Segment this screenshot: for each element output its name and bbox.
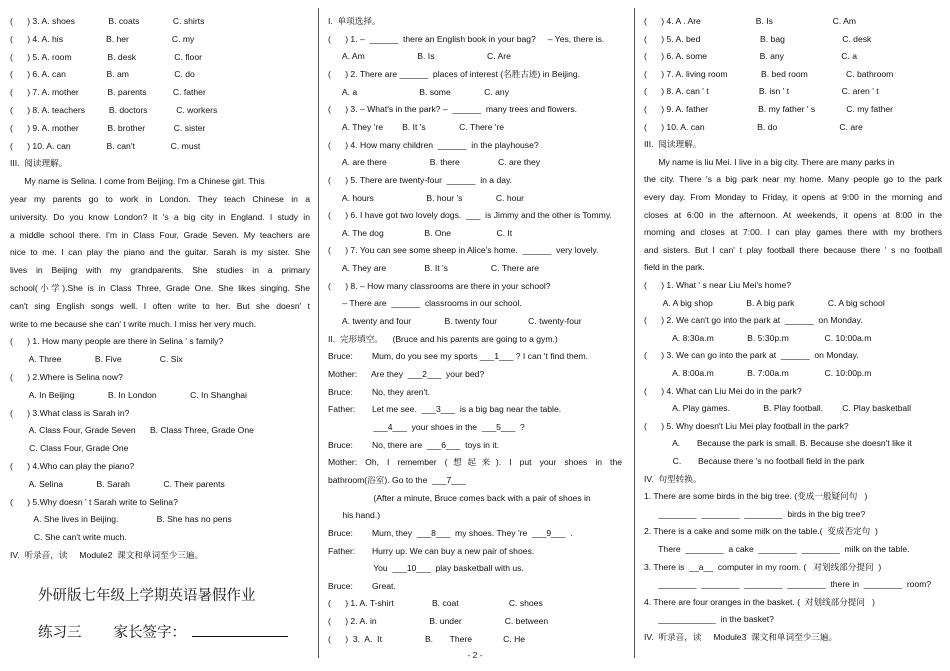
col1-line: ( ) 1. How many people are there in Selina ' s family? <box>10 336 224 347</box>
col2-line: Bruce: No, there are ___6___ toys in it. <box>328 439 500 450</box>
col3-line: ( ) 1. What ' s near Liu Mei's home? <box>644 280 792 290</box>
col3-line: IV. 句型转换。 <box>644 473 702 484</box>
col2-line: ( ) 1. A. T-shirt B. coat C. shoes <box>328 598 543 609</box>
col2-line: ___4___ your shoes in the ___5___ ? <box>328 421 525 432</box>
col3-line: ( ) 2. We can't go into the park at ______ on Monday. <box>644 315 863 326</box>
col2-line: You ___10___ play basketball with us. <box>328 563 524 574</box>
column-divider <box>318 8 319 658</box>
col3-line: A. 8:30a.m B. 5:30p.m C. 10:00a.m <box>644 332 872 343</box>
left-column <box>10 0 310 660</box>
col3-line: ________ ________ ________ birds in the big tree? <box>644 508 866 519</box>
col2-line: ( ) 2. There are ______ places of interest (名胜古迹) in Beijing. <box>328 68 581 79</box>
col1-line: ( ) 4. A. his B. her C. my <box>10 33 195 44</box>
col3-line: A. Because the park is small. B. Because she doesn't like it <box>644 438 912 449</box>
col1-line: A. She lives in Beijing. B. She has no pens <box>10 514 232 525</box>
col2-line: ( ) 7. You can see some sheep in Alice's home. ______ very lovely. <box>328 245 599 256</box>
signature-row <box>38 624 310 642</box>
col2-line: Mother: Oh, I remember (想起来). I put your shoes in the <box>328 457 622 468</box>
col2-line: ( ) 8. – How many classrooms are there in your school? <box>328 280 551 291</box>
column-divider <box>634 8 635 658</box>
col2-line: A. They are B. It 's C. There are <box>328 263 539 274</box>
col3-line: III. 阅读理解。 <box>644 139 702 150</box>
col2-line: ( ) 3. – What's in the park? – ______ many trees and flowers. <box>328 104 578 115</box>
col1-line: can't sing English songs well. I often write to her. But she doesn' t <box>10 300 310 311</box>
col1-line: ( ) 3. A. shoes B. coats C. shirts <box>10 16 205 26</box>
col2-line: (After a minute, Bruce comes back with a pair of shoes in <box>328 492 591 503</box>
col2-line: – There are ______ classrooms in our school. <box>328 298 522 309</box>
col2-line: A. The dog B. One C. It <box>328 227 513 238</box>
col1-line: school(小学).She is in Class Three, Grade One. She likes singing. She <box>10 283 310 293</box>
col2-line: Father: Hurry up. We can buy a new pair of shoes. <box>328 545 535 556</box>
col1-line: A. Class Four, Grade Seven B. Class Three, Grade One <box>10 425 254 436</box>
col1-line: ( ) 5. A. room B. desk C. floor <box>10 51 202 62</box>
col1-line: nice to me. I can play the piano and the guitar. Sarah is my sister. She <box>10 247 310 258</box>
col1-line: ( ) 2.Where is Selina now? <box>10 372 123 382</box>
col3-line: ( ) 7. A. living room B. bed room C. bathroom <box>644 68 894 79</box>
col3-line: 1. There are some birds in the big tree. (变成一般疑问句 ) <box>644 491 868 502</box>
col3-line: IV. 听录音，读 Module3 课文和单词至少三遍。 <box>644 632 838 642</box>
col2-line: ( ) 1. – ______ there an English book in your bag? – Yes, there is. <box>328 33 605 44</box>
col3-line: A. A big shop B. A big park C. A big school <box>644 297 885 308</box>
col3-line: the city. There 's a big park near my home. Many people go to the park <box>644 174 942 185</box>
col3-line: A. Play games. B. Play football. C. Play basketball <box>644 403 911 414</box>
col2-line: Bruce: Great. <box>328 580 396 591</box>
col1-line: C. She can't write much. <box>10 532 127 543</box>
col3-line: and sisters. But I can' t play football there because there ' s no football <box>644 244 942 255</box>
col2-line: A. hours B. hour 's C. hour <box>328 192 525 203</box>
col1-line: A. Selina B. Sarah C. Their parents <box>10 478 225 489</box>
right-column <box>644 0 942 660</box>
col3-line: ________ ________ ________ ________ there in ________ room? <box>644 579 932 590</box>
col3-line: C. Because there 's no football field in the park <box>644 456 865 466</box>
col3-line: every day. From Monday to Friday, it opens at 9:00 in the morning and <box>644 192 942 202</box>
parent-sign-label: 家长签字： <box>113 625 186 641</box>
col3-line: ( ) 5. A. bed B. bag C. desk <box>644 33 872 44</box>
col1-line: ( ) 9. A. mother B. brother C. sister <box>10 122 206 133</box>
col1-line: ( ) 7. A. mother B. parents C. father <box>10 87 206 98</box>
col1-line: IV. 听录音，读 Module2 课文和单词至少三遍。 <box>10 550 204 560</box>
col1-line: lives in Beijing with my grandparents. She studies in a primary <box>10 265 310 276</box>
worksheet-title: 外研版七年级上学期英语暑假作业 <box>38 588 256 604</box>
col3-line: field in the park. <box>644 262 705 273</box>
col1-line: write to me because she can' t write much. I miss her very much. <box>10 318 257 329</box>
col2-line: A. Am B. Is C. Are <box>328 51 511 62</box>
col1-line: My name is Selina. I come from Beijing. I'm a Chinese girl. This <box>10 176 265 187</box>
middle-column <box>328 0 622 660</box>
col3-line: ( ) 6. A. some B. any C. a <box>644 51 857 62</box>
col2-line: Father: Let me see. ___3___ is a big bag near the table. <box>328 404 562 415</box>
col3-line: A. 8:00a.m B. 7:00a.m C. 10:00p.m <box>644 368 872 378</box>
col2-line: A. are there B. there C. are they <box>328 157 541 168</box>
col2-line: Bruce: Mum, do you see my sports ___1___ ? I can 't find them. <box>328 351 589 362</box>
col3-line: ( ) 9. A. father B. my father ' s C. my father <box>644 104 894 114</box>
col3-line: 2. There is a cake and some milk on the table.( 变成否定句 ) <box>644 526 878 537</box>
col1-line: university. Do you know London? It 's a big city in England. I study in <box>10 211 310 222</box>
col3-line: There ________ a cake ________ ________ milk on the table. <box>644 544 910 554</box>
col1-line: a middle school there. I'm in Class Four, Grade Seven. My teachers are <box>10 229 310 240</box>
col2-line: bathroom(浴室). Go to the ___7___ <box>328 474 466 485</box>
col2-line: his hand.) <box>328 510 381 521</box>
col3-line: ( ) 5. Why doesn't Liu Mei play football in the park? <box>644 420 849 431</box>
col2-line: ( ) 5. There are twenty-four ______ in a day. <box>328 174 513 185</box>
col2-line: A. twenty and four B. twenty four C. twenty-four <box>328 316 582 327</box>
col2-line: Mother: Are they ___2___ your bed? <box>328 369 485 379</box>
col2-line: A. a B. some C. any <box>328 86 510 97</box>
col2-line: Bruce: No, they aren't. <box>328 386 430 397</box>
col1-line: A. Three B. Five C. Six <box>10 354 183 365</box>
col3-line: morning and closes at 7:00. I can play games there with my brothers <box>644 227 942 238</box>
col1-line: year my parents go to work in London. They teach Chinese in a <box>10 194 310 204</box>
col1-line: ( ) 3.What class is Sarah in? <box>10 407 130 418</box>
col2-line: Bruce: Mum, they ___8___ my shoes. They 're ___9___ . <box>328 527 573 538</box>
col1-line: ( ) 6. A. can B. am C. do <box>10 69 195 80</box>
col3-line: My name is liu Mei. I live in a big city. There are many parks in <box>644 156 895 167</box>
col2-line: A. They 're B. It 's C. There 're <box>328 121 505 132</box>
col1-line: ( ) 4.Who can play the piano? <box>10 461 135 471</box>
col3-line: 4. There are four oranges in the basket. ( 对划线部分提问 ) <box>644 596 876 607</box>
col3-line: ( ) 4. A . Are B. Is C. Am <box>644 16 857 26</box>
page-number: - 2 - <box>467 650 483 660</box>
col2-line: ( ) 4. How many children ______ in the playhouse? <box>328 139 539 150</box>
col1-line: A. In Beijing B. In London C. In Shanghai <box>10 389 247 400</box>
col2-line: ( ) 2. A. in B. under C. between <box>328 616 549 627</box>
col3-line: ( ) 3. We can go into the park at ______ on Monday. <box>644 350 859 361</box>
col2-line: ( ) 3. A. It B. There C. He <box>328 633 526 644</box>
col1-line: ( ) 5.Why doesn ' t Sarah write to Selina? <box>10 496 178 507</box>
col3-line: ____________ in the basket? <box>644 614 774 625</box>
col2-line: I. 单项选择。 <box>328 16 381 26</box>
col1-line: ( ) 8. A. teachers B. doctors C. workers <box>10 105 218 115</box>
col1-line: C. Class Four, Grade One <box>10 443 129 454</box>
col3-line: ( ) 10. A. can B. do C. are <box>644 121 863 132</box>
col1-line: ( ) 10. A. can B. can't C. must <box>10 140 201 151</box>
col1-line: III. 阅读理解。 <box>10 158 68 169</box>
col3-line: ( ) 4. What can Liu Mei do in the park? <box>644 385 802 396</box>
col3-line: ( ) 8. A. can ' t B. isn ' t C. aren ' t <box>644 86 879 97</box>
col2-line: ( ) 6. I have got two lovely dogs. ___ is Jimmy and the other is Tommy. <box>328 210 612 221</box>
col2-line: II. 完形填空。 (Bruce and his parents are going to a gym.) <box>328 333 558 344</box>
col3-line: closes at 6:00 in the afternoon. At weekends, it opens at 8:00 in the <box>644 209 942 220</box>
signature-blank-line[interactable] <box>192 624 288 637</box>
col3-line: 3. There is __a__ computer in my room. ( 对划线部分提问 ) <box>644 561 882 572</box>
exercise-label: 练习三 <box>38 625 82 641</box>
